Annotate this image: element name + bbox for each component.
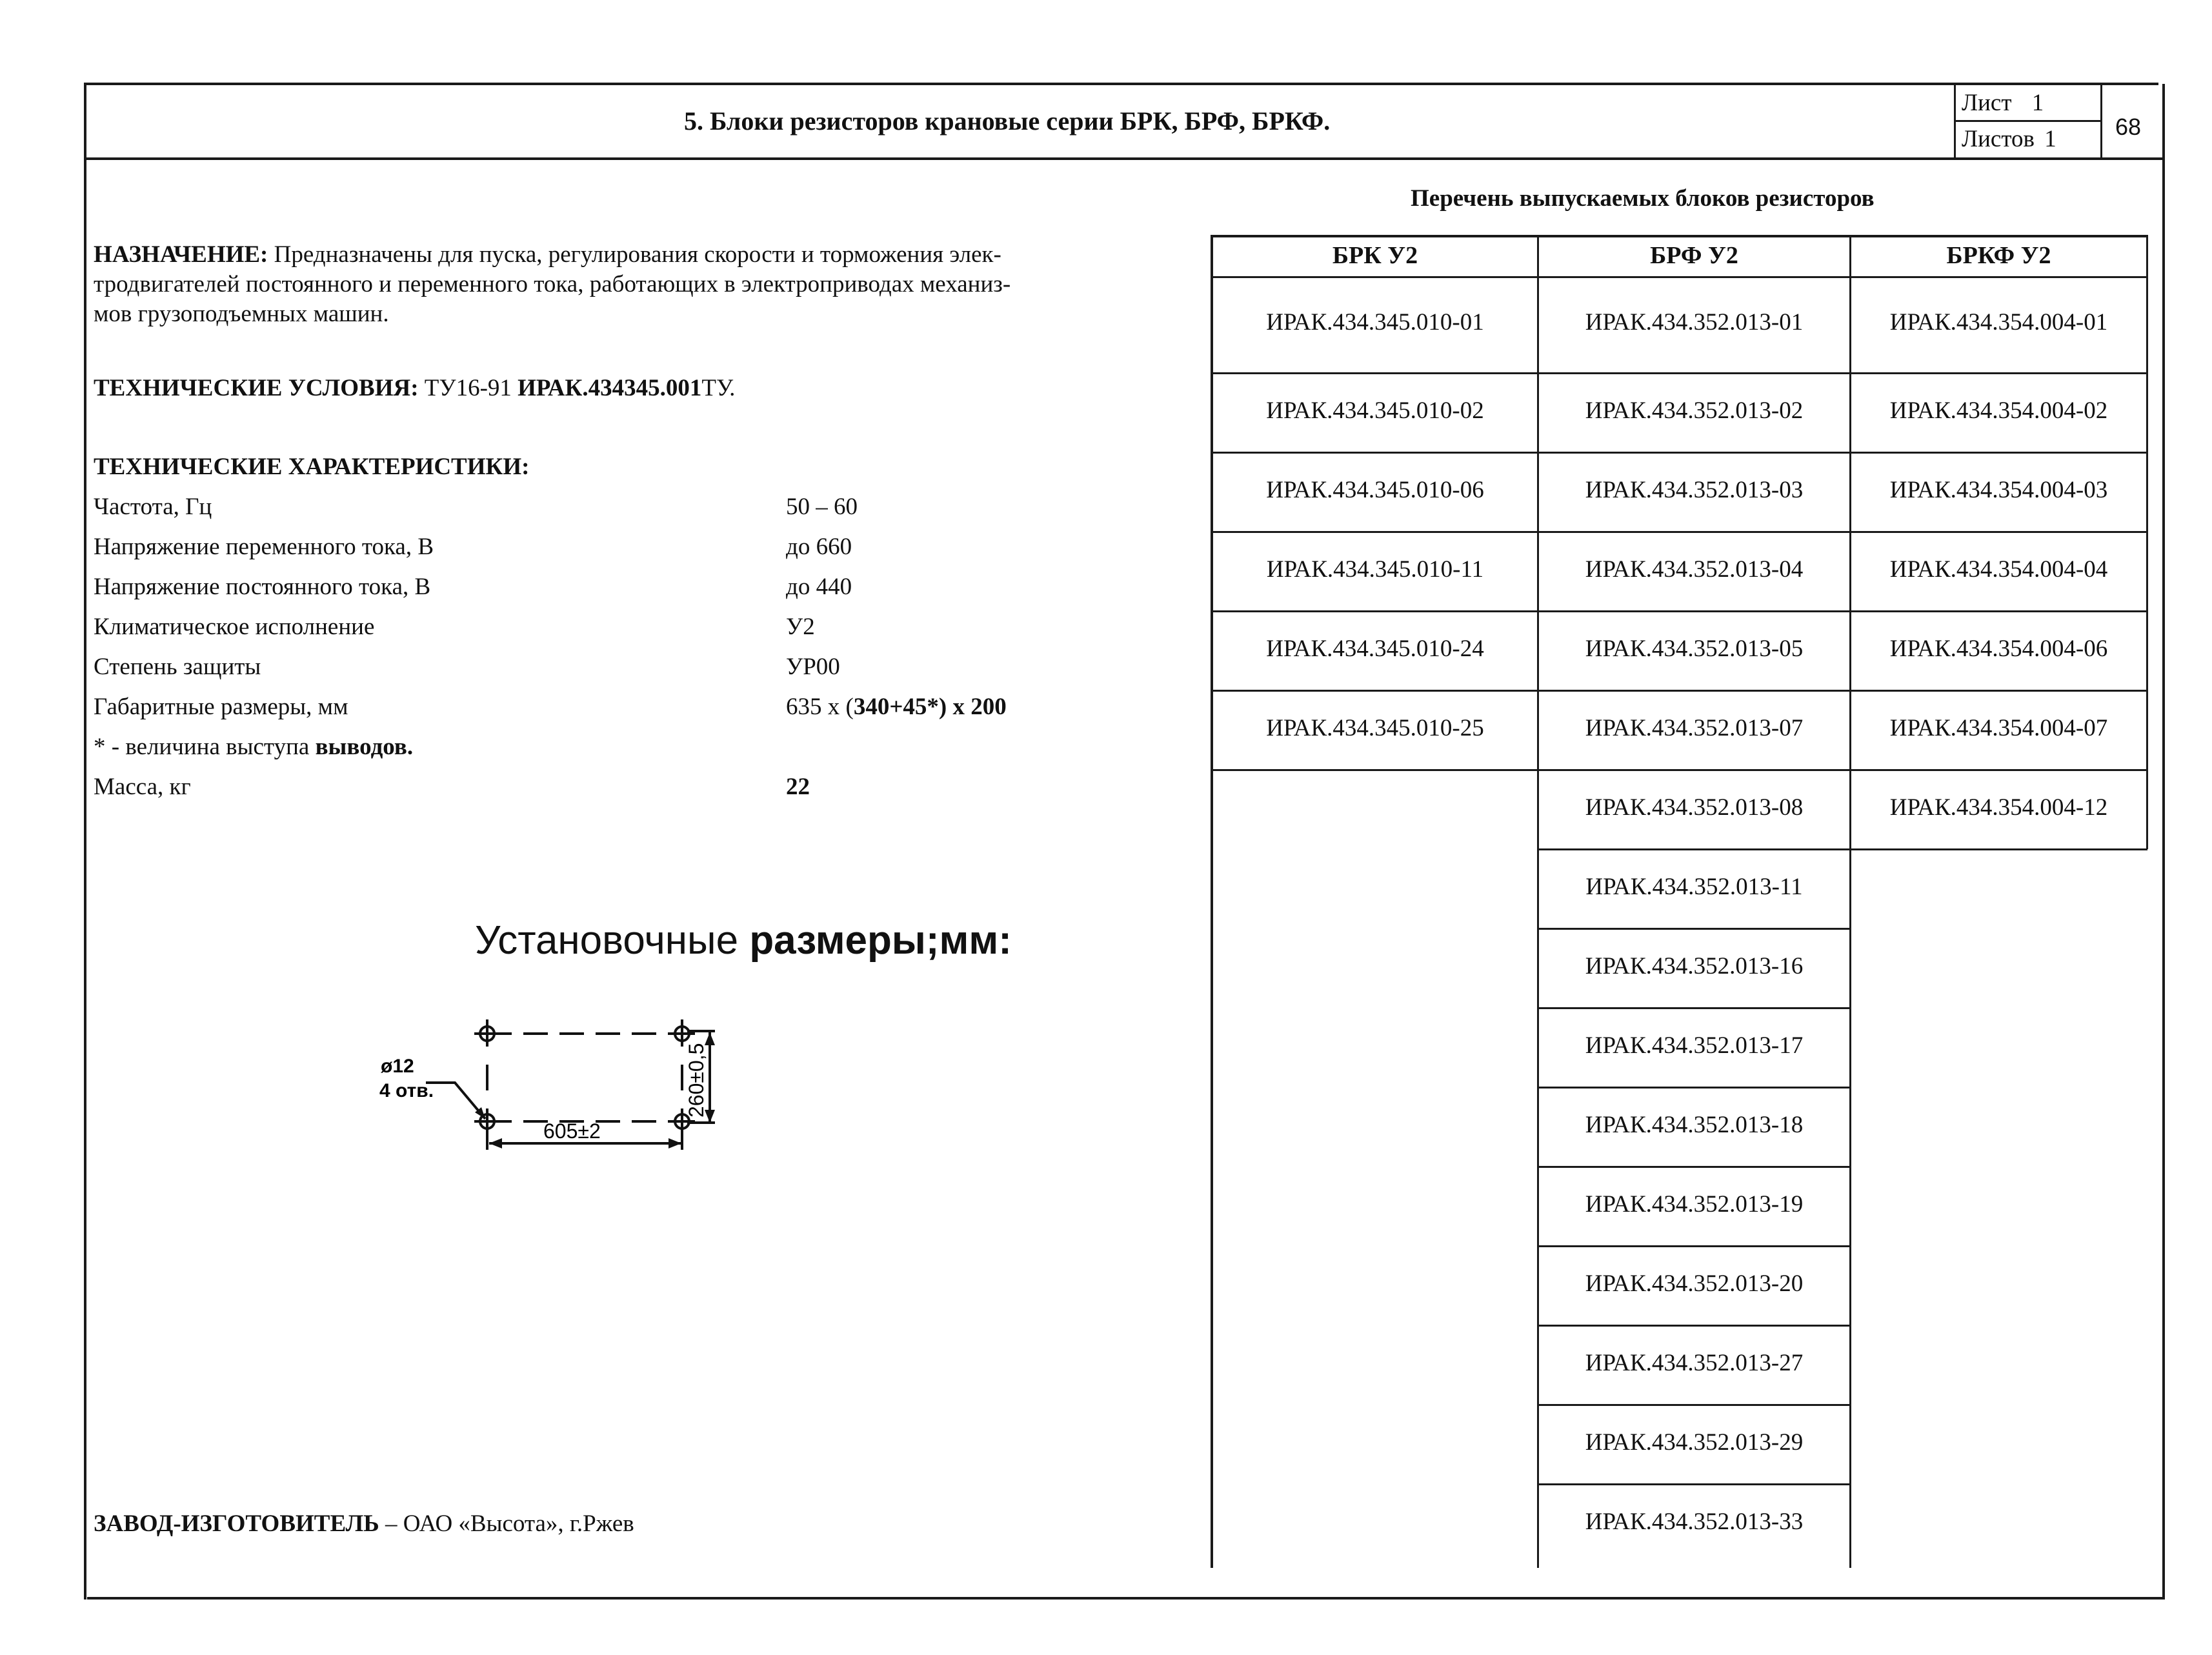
row-sep-12 (1537, 1245, 1851, 1247)
frame-bottom-line (87, 1597, 2165, 1600)
spec-value-ac-voltage: до 660 (786, 534, 852, 560)
row-sep-7 (1537, 848, 2147, 850)
width-arrow-right (669, 1138, 681, 1148)
footnote-text: * - величина выступа (94, 734, 316, 760)
sheet-box-divider (1954, 120, 2101, 122)
column-header-brk: БРК У2 (1332, 242, 1418, 269)
spec-value-frequency: 50 – 60 (786, 494, 858, 520)
height-dimension-label: 260±0,5 (685, 1043, 708, 1118)
row-sep-9 (1537, 1007, 1851, 1009)
dimensions-part-a: 635 х ( (786, 694, 854, 720)
brf-cell: ИРАК.434.352.013-17 (1585, 1032, 1804, 1059)
spec-label-climate: Климатическое исполнение (94, 614, 375, 640)
brk-cell: ИРАК.434.345.010-02 (1266, 397, 1484, 424)
brf-cell: ИРАК.434.352.013-29 (1585, 1429, 1804, 1456)
tech-conditions-suffix: ТУ. (701, 375, 736, 401)
spec-label-dc-voltage: Напряжение постоянного тока, В (94, 574, 431, 600)
row-sep-3 (1211, 531, 2147, 533)
brk-cell: ИРАК.434.345.010-24 (1266, 636, 1484, 662)
brk-cell: ИРАК.434.345.010-11 (1266, 556, 1484, 583)
sheets-label-text: Листов (1962, 126, 2035, 152)
manufacturer-label: ЗАВОД-ИЗГОТОВИТЕЛЬ (94, 1510, 379, 1537)
table-header-bottom-line (1211, 276, 2147, 278)
row-sep-6 (1211, 769, 2147, 771)
brkf-cell: ИРАК.434.354.004-01 (1889, 309, 2108, 336)
mounting-title (475, 918, 1012, 963)
brk-cell: ИРАК.434.345.010-06 (1266, 477, 1484, 503)
brf-cell: ИРАК.434.352.013-03 (1585, 477, 1804, 503)
brk-cell: ИРАК.434.345.010-01 (1266, 309, 1484, 336)
spec-value-protection: УР00 (786, 654, 840, 680)
row-sep-5 (1211, 690, 2147, 692)
row-sep-4 (1211, 610, 2147, 612)
purpose-line-2: тродвигателей постоянного и переменного тока, работающих в электроприводах механиз- (94, 271, 1011, 297)
sheets-number: 1 (2044, 126, 2056, 152)
brf-cell: ИРАК.434.352.013-04 (1585, 556, 1804, 583)
tech-conditions-code: ИРАК.434345.001 (518, 375, 702, 401)
brf-cell: ИРАК.434.352.013-27 (1585, 1350, 1804, 1376)
row-sep-2 (1211, 452, 2147, 454)
brf-cell: ИРАК.434.352.013-08 (1585, 794, 1804, 821)
brkf-cell: ИРАК.434.354.004-04 (1889, 556, 2108, 583)
mounting-title-b: размеры;мм: (749, 918, 1012, 963)
brf-cell: ИРАК.434.352.013-01 (1585, 309, 1804, 336)
row-sep-15 (1537, 1483, 1851, 1485)
width-dimension-label: 605±2 (543, 1119, 601, 1143)
brk-cell: ИРАК.434.345.010-25 (1266, 715, 1484, 741)
spec-label-ac-voltage: Напряжение переменного тока, В (94, 534, 434, 560)
row-sep-13 (1537, 1325, 1851, 1327)
table-right-line (2146, 235, 2148, 849)
brkf-cell: ИРАК.434.354.004-02 (1889, 397, 2108, 424)
width-arrow-left (489, 1138, 502, 1148)
purpose-block (94, 240, 1139, 329)
frame-left-line (84, 83, 86, 1600)
frame-top-line (84, 83, 2158, 85)
tech-conditions-value: ТУ16-91 (424, 375, 512, 401)
frame-right-line (2162, 84, 2165, 1600)
brf-cell: ИРАК.434.352.013-02 (1585, 397, 1804, 424)
spec-value-dc-voltage: до 440 (786, 574, 852, 600)
brf-cell: ИРАК.434.352.013-11 (1585, 874, 1803, 900)
table-caption: Перечень выпускаемых блоков резисторов (1411, 185, 1875, 212)
brf-cell: ИРАК.434.352.013-07 (1585, 715, 1804, 741)
spec-label-dimensions: Габаритные размеры, мм (94, 694, 348, 720)
footnote-bold: выводов. (315, 734, 414, 760)
manufacturer-value: – ОАО «Высота», г.Ржев (385, 1510, 634, 1537)
row-sep-11 (1537, 1166, 1851, 1168)
tech-conditions (94, 374, 735, 402)
brf-cell: ИРАК.434.352.013-18 (1585, 1112, 1804, 1138)
column-header-brkf: БРКФ У2 (1946, 242, 2051, 269)
spec-value-dimensions (786, 693, 1007, 721)
tech-conditions-label: ТЕХНИЧЕСКИЕ УСЛОВИЯ: (94, 375, 419, 401)
purpose-line-3: мов грузоподъемных машин. (94, 301, 389, 327)
hole-leader-line (426, 1083, 485, 1119)
brkf-cell: ИРАК.434.354.004-06 (1889, 636, 2108, 662)
sheet-label-text: Лист (1962, 90, 2012, 116)
sheet-label (1962, 89, 2044, 117)
spec-value-climate: У2 (786, 614, 815, 640)
table-top-line (1211, 235, 2147, 237)
brf-cell: ИРАК.434.352.013-19 (1585, 1191, 1804, 1218)
purpose-label: НАЗНАЧЕНИЕ: (94, 241, 268, 268)
brkf-cell: ИРАК.434.354.004-12 (1889, 794, 2108, 821)
table-col2-line (1849, 235, 1851, 1568)
brf-cell: ИРАК.434.352.013-33 (1585, 1509, 1804, 1535)
frame-header-bottom-line (84, 157, 2165, 160)
brkf-cell: ИРАК.434.354.004-07 (1889, 715, 2108, 741)
purpose-text-1: Предназначены для пуска, регулирования скорости и торможения элек- (274, 241, 1001, 268)
row-sep-10 (1537, 1087, 1851, 1088)
spec-value-mass: 22 (786, 774, 810, 800)
sheet-number: 1 (2031, 90, 2044, 116)
row-sep-8 (1537, 928, 1851, 930)
sheets-label (1962, 125, 2056, 153)
spec-footnote (94, 733, 413, 761)
spec-label-mass: Масса, кг (94, 774, 191, 800)
hole-count-label: 4 отв. (379, 1080, 434, 1101)
page-title: 5. Блоки резисторов крановые серии БРК, БРФ, БРКФ. (684, 106, 1331, 135)
row-sep-14 (1537, 1404, 1851, 1406)
column-header-brf: БРФ У2 (1650, 242, 1738, 269)
mounting-drawing (361, 1000, 761, 1187)
table-left-line (1211, 235, 1213, 1568)
brf-cell: ИРАК.434.352.013-16 (1585, 953, 1804, 979)
row-sep-1 (1211, 372, 2147, 374)
purpose-line-1 (94, 240, 1139, 270)
spec-label-frequency: Частота, Гц (94, 494, 212, 520)
hole-diameter-label: ø12 (381, 1056, 414, 1077)
brf-cell: ИРАК.434.352.013-20 (1585, 1270, 1804, 1297)
manufacturer (94, 1510, 634, 1538)
dimensions-part-b: 340+45*) х 200 (853, 694, 1007, 720)
brf-cell: ИРАК.434.352.013-05 (1585, 636, 1804, 662)
spec-label-protection: Степень защиты (94, 654, 261, 680)
brkf-cell: ИРАК.434.354.004-03 (1889, 477, 2108, 503)
page-number: 68 (2115, 114, 2142, 140)
specs-heading: ТЕХНИЧЕСКИЕ ХАРАКТЕРИСТИКИ: (94, 454, 530, 480)
mounting-title-a: Установочные (475, 918, 750, 963)
